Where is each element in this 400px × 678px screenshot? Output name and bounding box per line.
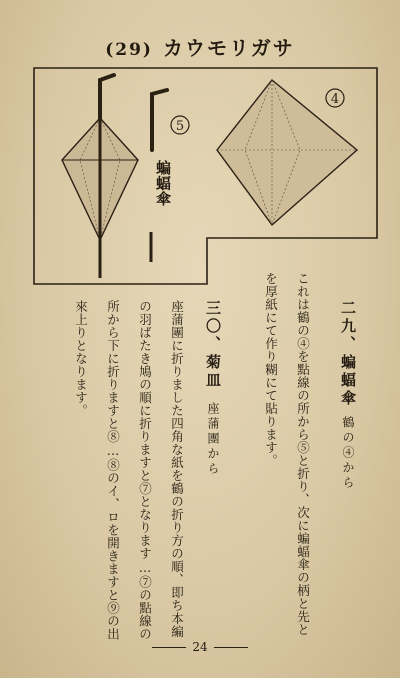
- svg-text:4: 4: [330, 92, 340, 107]
- section-30-title: 三〇、菊皿: [204, 300, 222, 390]
- umbrella-figure: [62, 75, 138, 278]
- section-30-subtitle: 座蒲團から: [206, 402, 220, 477]
- section-29-text-2: を厚紙にて作り糊にて貼ります。: [263, 272, 279, 467]
- section-29-text-1: これは鶴の④を點線の所から⑤と折り、次に蝙蝠傘の柄と先と: [295, 272, 311, 636]
- section-29-subtitle: 鶴の④から: [341, 416, 355, 491]
- section-30-heading: [205, 300, 220, 477]
- section-29-heading: [340, 300, 355, 491]
- umbrella-label: 蝙蝠傘: [154, 160, 172, 207]
- section-29-title: 二九、蝙蝠傘: [339, 300, 357, 408]
- section-30-text-1: 座蒲團に折りました四角な紙を鶴の折り方の順、即ち本編: [169, 300, 185, 638]
- figure-area: [0, 0, 400, 300]
- page-number: [0, 640, 400, 654]
- section-30-text-3: 所から下に折りますと⑧…⑧のイ、ロを開きますと⑨の出: [105, 300, 121, 641]
- page-header-title: カウモリガサ: [162, 36, 295, 60]
- page-header-number: (29): [105, 40, 153, 60]
- handle-piece: [152, 90, 167, 150]
- section-30-text-2: の羽ばたき鳩の順に折りますと⑦となります…⑦の點線の: [137, 300, 153, 641]
- section-30-text-4: 來上りとなります。: [73, 300, 89, 417]
- svg-text:5: 5: [175, 119, 185, 134]
- page-number-value: 24: [192, 640, 208, 654]
